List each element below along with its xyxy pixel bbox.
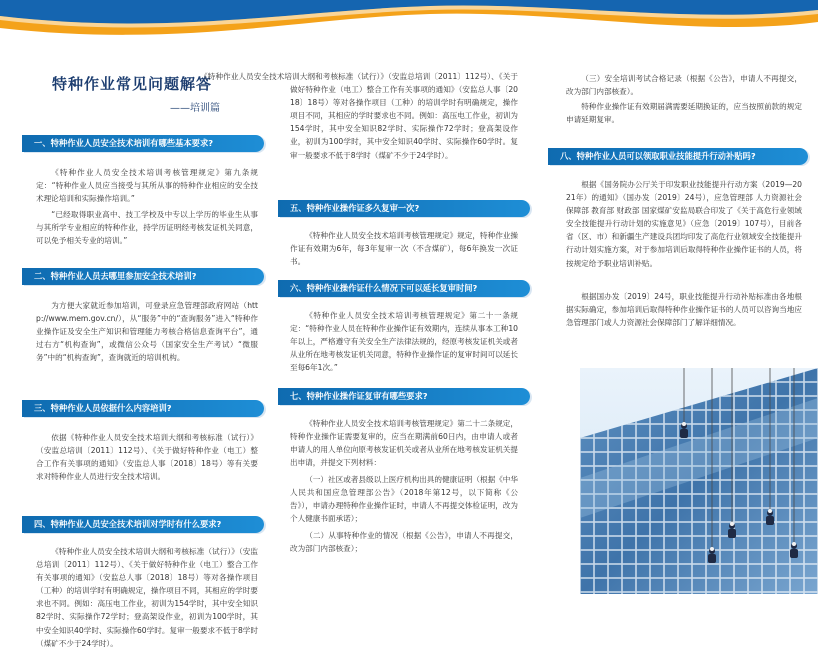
building-workers-photo xyxy=(580,368,818,594)
section-7-paragraph-2: （一）社区或者县级以上医疗机构出具的健康证明（根据《中华人民共和国应急管理部公告》（2018年第12号，以下简称《公告》），申请办理特种作业操作证时，申请人不再提交体检证明，改为个人健康书面承诺）； xyxy=(290,475,518,524)
section-7-paragraph-4: （三）安全培训考试合格记录（根据《公告》，申请人不再提交，改为部门内部核查）。 xyxy=(566,74,802,97)
section-5-paragraph-1: 《特种作业人员安全技术培训考核管理规定》规定，特种作业操作证有效期为6年，每3年复审一次（不含煤矿），每6年换发一次证书。 xyxy=(290,231,518,267)
section-1-paragraph-1: 《特种作业人员安全技术培训考核管理规定》第九条规定：“特种作业人员应当接受与其所从事的特种作业相应的安全技术理论培训和实际操作培训。” xyxy=(36,168,258,204)
section-heading-4: 四、特种作业人员安全技术培训对学时有什么要求? xyxy=(22,516,264,533)
section-heading-2: 二、特种作业人员去哪里参加安全技术培训? xyxy=(22,268,264,285)
page-title: 特种作业常见问题解答 xyxy=(52,75,213,93)
section-3-paragraph-1: 依据《特种作业人员安全技术培训大纲和考核标准（试行）》（安监总培训〔2011〕112号）、《关于做好特种作业（电工）整合工作有关事项的通知》（安监总人事〔2018〕18号）等有关要求对特种作业人员进行安全技术培训。 xyxy=(36,433,258,482)
section-7-paragraph-1: 《特种作业人员安全技术培训考核管理规定》第二十二条规定，特种作业操作证需要复审的，应当在期满前60日内，由申请人或者申请人的用人单位向原考核发证机关或者从业所在地考核发证机关提出申请，并提交下列材料： xyxy=(290,419,518,468)
section-heading-1: 一、特种作业人员安全技术培训有哪些基本要求? xyxy=(22,135,264,152)
section-heading-6: 六、特种作业操作证什么情况下可以延长复审时间? xyxy=(278,280,530,297)
section-2-paragraph-1: 为方便大家就近参加培训，可登录应急管理部政府网站（http://www.mem.gov.cn/），从“服务”中的“查询服务”进入“特种作业操作证及安全生产知识和管理能力考核合格信息查询平台”，通过右方“机构查询”，或微信公众号（国家安全生产考试）“微服务”中的“机构查询”，查询就近的培训机构。 xyxy=(36,301,258,363)
section-7-paragraph-3: （二）从事特种作业的情况（根据《公告》，申请人不再提交，改为部门内部核查）； xyxy=(290,531,518,554)
header-wave-decoration xyxy=(0,0,818,60)
section-8-paragraph-1: 根据《国务院办公厅关于印发职业技能提升行动方案（2019—2021年）的通知》（国办发〔2019〕24号），应急管理部 人力资源社会保障部 教育部 财政部 国家煤矿安监局联合印发了《关于高危行业领域安全技能提升行动计划的实施意见》（应急〔2019〕107号），目前各省（区、市）和新疆生产建设兵团均印发了高危行业领域安全技能提升行动计划实施方案，对于参加培训后取得特种作业操作证书的人员，将按规定给予职业培训补贴。 xyxy=(566,180,802,268)
section-heading-5: 五、特种作业操作证多久复审一次? xyxy=(278,200,530,217)
section-4-paragraph-1-part-a: 《特种作业人员安全技术培训大纲和考核标准（试行）》（安监总培训〔2011〕112号）、《关于做好特种作业（电工）整合工作有关事项的通知》（安监总人事〔2018〕18号）等对各操作项目（工种）的培训学时有明确规定，操作项目不同，其相应的学时要求也不同。例如：高压电工作业，初训为154学时，其中安全知识82学时、实际操作72学时；登高架设作业，初训为100学时，其中安全知识40学时、实际操作60学时。复审一般要求不低于8学时（煤矿不少于24学时）。 xyxy=(36,547,258,648)
section-6-paragraph-1: 《特种作业人员安全技术培训考核管理规定》第二十一条规定：“特种作业人员在特种作业操作证有效期内，连续从事本工种10年以上，严格遵守有关安全生产法律法规的，经原考核发证机关或者从业所在地考核发证机关同意，特种作业操作证的复审时间可以延长至每6年1次。” xyxy=(290,311,518,373)
section-8-paragraph-2: 根据国办发〔2019〕24号，职业技能提升行动补贴标准由各地根据实际确定，参加培训后取得特种作业操作证书的人员可以咨询当地应急管理部门或人力资源社会保障部门了解详细情况。 xyxy=(566,292,802,328)
section-heading-7: 七、特种作业操作证复审有哪些要求? xyxy=(278,388,530,405)
section-heading-8: 八、特种作业人员可以领取职业技能提升行动补贴吗? xyxy=(548,148,808,165)
section-7-paragraph-5: 特种作业操作证有效期届满需要延期换证的，应当按照前款的规定申请延期复审。 xyxy=(566,102,802,125)
page-subtitle: ——培训篇 xyxy=(170,103,220,114)
section-heading-3: 三、特种作业人员依据什么内容培训? xyxy=(22,400,264,417)
section-4-paragraph-1-continued: 《特种作业人员安全技术培训大纲和考核标准（试行）》（安监总培训〔2011〕112号）、《关于做好特种作业（电工）整合工作有关事项的通知》（安监总人事〔2018〕18号）等对各操作项目（工种）的培训学时有明确规定，操作项目不同，其相应的学时要求也不同。例如：高压电工作业，初训为154学时，其中安全知识82学时、实际操作72学时；登高架设作业，初训为100学时，其中安全知识40学时、实际操作60学时。复审一般要求不低于8学时（煤矿不少于24学时）。 xyxy=(200,72,518,160)
section-1-paragraph-2: “已经取得职业高中、技工学校及中专以上学历的毕业生从事与其所学专业相应的特种作业，持学历证明经考核发证机关同意，可以免予相关专业的培训。” xyxy=(36,210,258,246)
